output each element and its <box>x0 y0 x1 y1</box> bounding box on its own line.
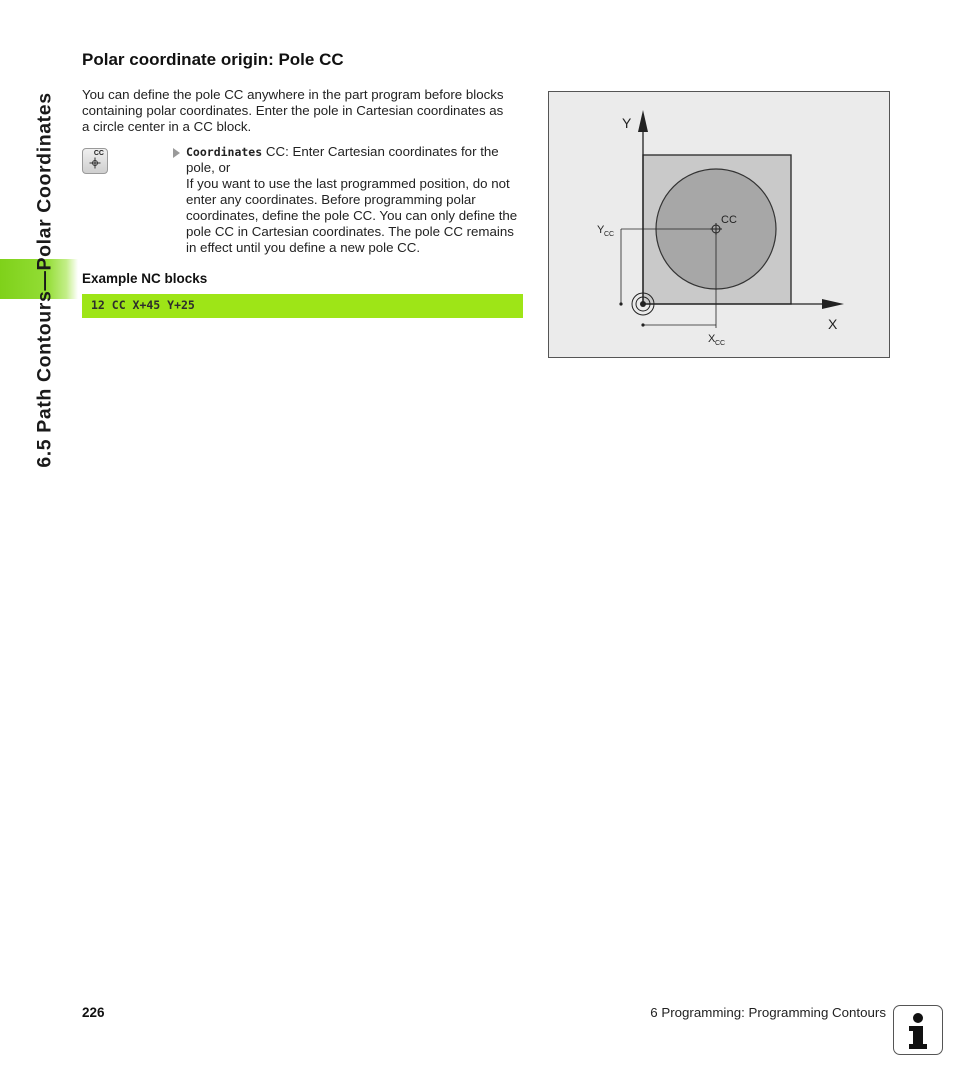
nc-code-block <box>82 294 523 318</box>
x-axis-arrow <box>822 299 844 309</box>
ycc-dimension-tick <box>619 302 622 305</box>
cc-key-icon <box>82 148 108 174</box>
pole-cc-figure <box>548 91 890 358</box>
page-number: 226 <box>82 1005 105 1020</box>
x-axis-label: X <box>828 316 838 332</box>
chapter-side-title-text: 6.5 Path Contours—Polar Coordinates <box>33 92 56 468</box>
bullet-line1: CC: Enter Cartesian coordinates for the pole, or <box>186 144 499 175</box>
example-heading: Example NC blocks <box>82 271 208 286</box>
bullet-arrow-icon <box>173 148 180 158</box>
section-title: Polar coordinate origin: Pole CC <box>82 50 344 69</box>
chapter-footer-title: 6 Programming: Programming Contours <box>650 1005 886 1020</box>
intro-paragraph: You can define the pole CC anywhere in the part program before blocks containing polar coordinates. Enter the pole in Cartesian coordinates as a circle center in a CC block. <box>82 87 504 134</box>
info-glyph <box>894 1006 941 1053</box>
xcc-subscript: CC <box>715 340 726 347</box>
chapter-side-title <box>22 40 68 520</box>
crosshair-icon <box>89 157 101 169</box>
bullet-keyword: Coordinates <box>186 145 263 159</box>
ycc-subscript: CC <box>604 231 615 238</box>
xcc-label: X <box>708 333 716 345</box>
origin-dot <box>640 301 646 307</box>
info-icon <box>893 1005 943 1055</box>
pole-cc-diagram <box>549 92 891 359</box>
y-axis-arrow <box>638 110 648 132</box>
pole-cc-label: CC <box>721 214 737 226</box>
cc-key-label: CC <box>93 150 104 157</box>
bullet-line2: If you want to use the last programmed position, do not enter any coordinates. Before programming polar coordinates, define the pole CC. You can only define the pole CC in Cartesian coordinates. The pole CC remains in effect until you define a new pole CC. <box>186 176 518 255</box>
nc-code-line: 12 CC X+45 Y+25 <box>91 298 195 312</box>
y-axis-label: Y <box>622 115 632 131</box>
bullet-description <box>186 144 526 256</box>
ycc-label: Y <box>597 224 605 236</box>
xcc-dimension-tick <box>641 323 644 326</box>
